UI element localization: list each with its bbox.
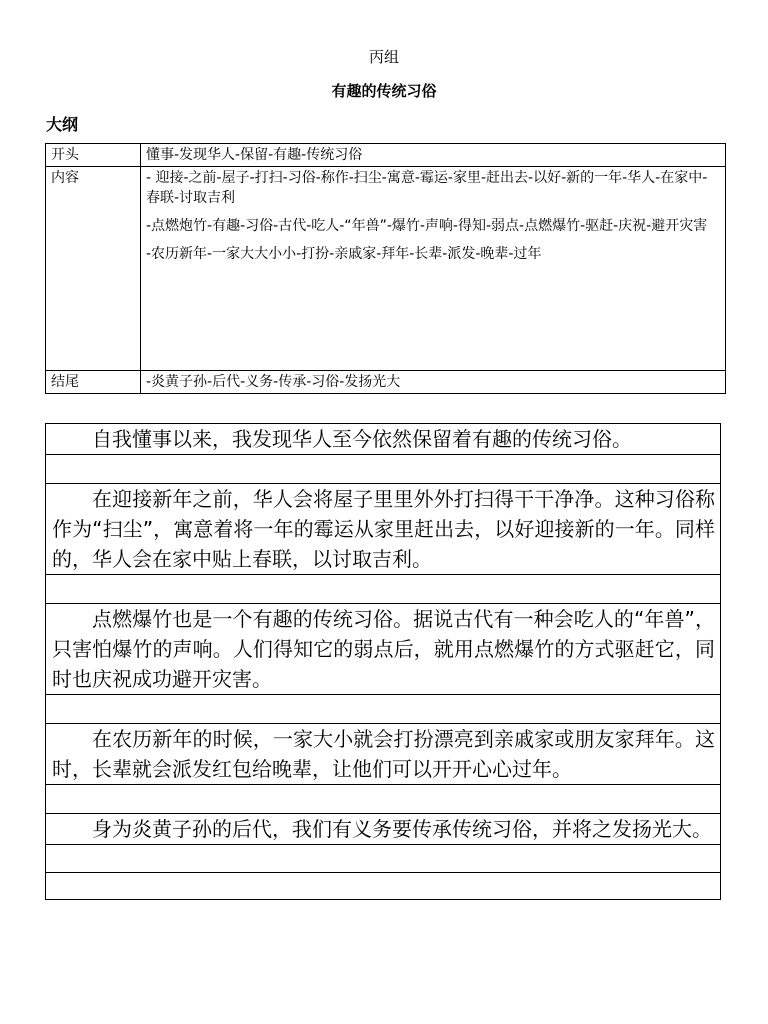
essay-title: 有趣的传统习俗 bbox=[331, 82, 437, 100]
outline-line-intro: 懂事-发现华人-保留-有趣-传统习俗 bbox=[146, 147, 363, 163]
outline-label-ending: 结尾 bbox=[46, 371, 141, 394]
essay-paragraph-1: 自我懂事以来，我发现华人至今依然保留着有趣的传统习俗。 bbox=[92, 427, 632, 451]
essay-paragraph-2: 在迎接新年之前，华人会将屋子里里外外打扫得干干净净。这种习俗称作为“扫尘”，寓意着将一年的霉运从家里赶出去，以好迎接新的一年。同样的，华人会在家中贴上春联，以讨取吉利。 bbox=[52, 487, 715, 571]
essay-cell bbox=[46, 814, 721, 845]
essay-cell bbox=[46, 724, 721, 785]
essay-row bbox=[46, 724, 721, 785]
outline-row-content bbox=[46, 167, 726, 371]
outline-line-content-2: -点燃炮竹-有趣-习俗-古代-吃人-“年兽”-爆竹-声响-得知-弱点-点燃爆竹-驱赶-庆祝-避开灾害 bbox=[146, 218, 708, 234]
outline-cell-ending bbox=[141, 371, 726, 394]
essay-row bbox=[46, 484, 721, 575]
outline-heading: 大纲 bbox=[46, 115, 79, 134]
outline-row-ending bbox=[46, 371, 726, 394]
blank-row bbox=[46, 695, 721, 724]
essay-paragraph-5: 身为炎黄子孙的后代，我们有义务要传承传统习俗，并将之发扬光大。 bbox=[92, 817, 712, 841]
blank-row bbox=[46, 575, 721, 604]
outline-line-content-3: -农历新年-一家大大小小-打扮-亲戚家-拜年-长辈-派发-晚辈-过年 bbox=[146, 246, 542, 262]
blank-row bbox=[46, 845, 721, 873]
outline-cell-content bbox=[141, 167, 726, 371]
blank-row bbox=[46, 785, 721, 814]
outline-line-ending: -炎黄子孙-后代-义务-传承-习俗-发扬光大 bbox=[146, 374, 401, 390]
essay-paragraph-4: 在农历新年的时候，一家大小就会打扮漂亮到亲戚家或朋友家拜年。这时，长辈就会派发红包给晚辈，让他们可以开开心心过年。 bbox=[52, 727, 715, 781]
essay-paragraph-3: 点燃爆竹也是一个有趣的传统习俗。据说古代有一种会吃人的“年兽”，只害怕爆竹的声响。人们得知它的弱点后，就用点燃爆竹的方式驱赶它，同时也庆祝成功避开灾害。 bbox=[52, 607, 715, 691]
blank-row bbox=[46, 873, 721, 900]
essay-cell bbox=[46, 424, 721, 455]
outline-label-intro: 开头 bbox=[46, 144, 141, 167]
essay-row bbox=[46, 604, 721, 695]
essay-cell bbox=[46, 604, 721, 695]
essay-cell bbox=[46, 484, 721, 575]
group-label: 丙组 bbox=[368, 48, 399, 66]
outline-line-content-1: - 迎接-之前-屋子-打扫-习俗-称作-扫尘-寓意-霉运-家里-赶出去-以好-新的一年-华人-在家中-春联-讨取吉利 bbox=[146, 170, 708, 206]
blank-row bbox=[46, 455, 721, 484]
essay-table bbox=[45, 423, 721, 900]
essay-row bbox=[46, 424, 721, 455]
outline-cell-intro bbox=[141, 144, 726, 167]
outline-table bbox=[45, 143, 726, 394]
outline-row-intro bbox=[46, 144, 726, 167]
essay-row bbox=[46, 814, 721, 845]
outline-label-content: 内容 bbox=[46, 167, 141, 371]
